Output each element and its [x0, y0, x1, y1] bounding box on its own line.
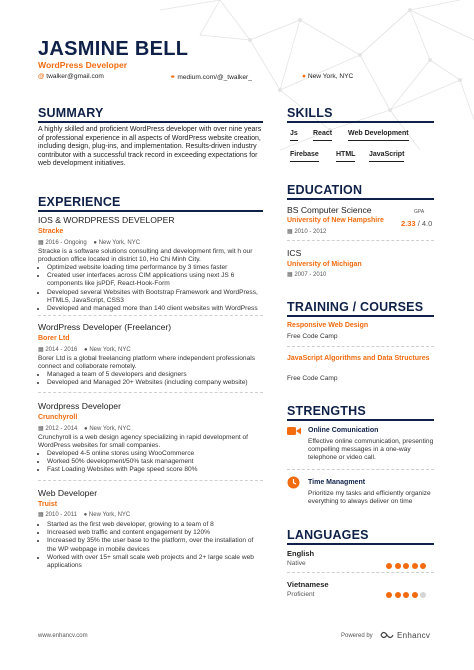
education-dates-text: 2010 - 2012 [294, 229, 327, 235]
job-description: Borer Ltd is a global freelancing platform where independent professionals connect and collaborate remotely. [38, 355, 255, 371]
job-bullets [38, 264, 263, 313]
experience-heading: EXPERIENCE [38, 195, 121, 209]
job-meta [38, 425, 131, 432]
job-dates: 2012 - 2014 [45, 426, 78, 432]
education-school: University of Michigan [287, 261, 362, 268]
education-rule [287, 198, 434, 200]
job-bullet: • Developed and Managed 20+ Websites (including company website) [47, 379, 263, 387]
course-divider [287, 346, 434, 347]
strength-divider [287, 469, 434, 470]
clock-icon [287, 476, 300, 489]
job-meta [38, 239, 140, 246]
job-bullet: • Created user interfaces across CIM applications using next JS 6 components like jsPDF, React-Hook-Form [47, 272, 263, 288]
proficiency-dot-filled [386, 592, 392, 598]
job-bullet: • Increased by 35% the user base to the platform, over the installation of the WP webpage in mobile devices [47, 537, 263, 553]
job-company: Borer Ltd [38, 335, 70, 342]
job-description: Stracke is a software solutions consulting and development firm, wit h our production office located in district 10, Ho Chi Minh City. [38, 248, 253, 264]
footer-powered-by: Powered by [341, 633, 373, 639]
experience-rule [38, 210, 263, 212]
proficiency-dot-filled [403, 592, 409, 598]
proficiency-dot-filled [412, 563, 418, 569]
language-level: Proficient [287, 591, 315, 598]
languages-rule [287, 543, 434, 545]
job-bullet: • Worked 50% development/50% task management [47, 458, 263, 466]
job-bullets [38, 521, 263, 570]
job-role: Wordpress Developer [38, 401, 121, 411]
course-provider: Free Code Camp [287, 375, 338, 382]
education-degree: BS Computer Science [287, 205, 372, 215]
skill-tag: Firebase [290, 151, 319, 162]
education-dates-text: 2007 - 2010 [294, 272, 327, 278]
course-provider: Free Code Camp [287, 333, 338, 340]
skills-heading: SKILLS [287, 106, 333, 120]
candidate-title: WordPress Developer [38, 60, 128, 70]
course-title: Responsive Web Design [287, 322, 369, 329]
job-description: Crunchyroll is a web design agency specializing in rapid development of WordPress websites for small companies. [38, 434, 249, 450]
skills-rule [287, 121, 434, 123]
candidate-name: JASMINE BELL [38, 38, 189, 60]
training-heading: TRAINING / COURSES [287, 300, 424, 314]
job-divider [38, 315, 263, 316]
video-camera-icon [287, 425, 301, 437]
skill-tag: HTML [336, 151, 355, 162]
job-bullet: • Optimized website loading time performance by 3 times faster [47, 264, 263, 272]
proficiency-dot-filled [395, 563, 401, 569]
strengths-rule [287, 419, 434, 421]
footer-website[interactable]: www.enhancv.com [38, 633, 88, 639]
email-text: twalker@gmail.com [46, 73, 104, 80]
job-company: Truist [38, 501, 58, 508]
calendar-icon: ▦ [38, 240, 44, 246]
strength-desc: Effective online communication, presenting compelling messages in a one-way telephone or video call. [308, 438, 434, 462]
summary-text: A highly skilled and proficient WordPress developer with over nine years of professional experience in all aspects of WordPress website creation, including design, plug-ins, and implementation. Results-driven industry contributor with a successful track record in exceeding expectations for web development initiatives. [38, 126, 262, 168]
strength-desc: Prioritize my tasks and efficiently organize everything to always deliver on time [308, 490, 431, 506]
location-pin-icon: ● [93, 240, 98, 246]
job-company: Crunchyroll [38, 414, 78, 421]
skill-tag: JavaScript [369, 151, 404, 162]
job-bullet: • Developed 4-5 online stores using WooCommerce [47, 450, 263, 458]
education-degree: ICS [287, 248, 302, 258]
job-meta [38, 346, 131, 353]
language-name: Vietnamese [287, 580, 329, 589]
location-pin-icon: ● [84, 347, 88, 353]
summary-rule [38, 121, 263, 123]
calendar-icon: ▦ [38, 512, 44, 518]
job-bullets [38, 371, 263, 387]
job-company: Stracke [38, 228, 64, 235]
job-role: Web Developer [38, 488, 98, 498]
job-location: New York, NYC [98, 240, 141, 246]
job-dates: 2010 - 2011 [45, 512, 77, 518]
education-heading: EDUCATION [287, 183, 363, 197]
proficiency-dot-filled [386, 563, 392, 569]
gpa-value [401, 219, 432, 228]
education-dates [287, 271, 326, 278]
skill-tag: React [313, 130, 332, 141]
proficiency-dot-filled [403, 563, 409, 569]
website-text: medium.com/@_twalker_ [177, 74, 252, 81]
job-bullet: • Managed a team of 5 developers and designers [47, 371, 263, 379]
calendar-icon: ▦ [38, 347, 44, 353]
location-pin-icon: ● [84, 426, 88, 432]
education-dates [287, 228, 326, 235]
course-title: JavaScript Algorithms and Data Structures [287, 355, 430, 362]
job-bullets [38, 450, 263, 475]
job-role: IOS & WORDPRESS DEVELOPER [38, 215, 175, 225]
job-bullet: • Started as the first web developer, growing to a team of 8 [47, 521, 263, 529]
strength-title: Online Comunication [308, 427, 379, 434]
job-divider [38, 392, 263, 393]
calendar-icon: ▦ [38, 426, 44, 432]
location-pin-icon: ● [83, 512, 88, 518]
strengths-heading: STRENGTHS [287, 404, 366, 418]
job-bullet: • Developed several Websites with Bootstrap Framework and WordPress, HTML5, JavaScript, CSS3 [47, 289, 263, 305]
calendar-icon: ▦ [287, 229, 293, 235]
gpa-label: GPA [414, 209, 425, 215]
link-icon: ⚭ [170, 74, 176, 81]
languages-heading: LANGUAGES [287, 528, 369, 542]
at-sign-icon: @ [38, 73, 45, 80]
training-rule [287, 315, 434, 317]
job-meta [38, 511, 130, 518]
gpa-score: 2.33 [401, 219, 416, 228]
job-bullet: • Worked with over 15+ small scale web projects and 2+ large scale web applications [47, 554, 263, 570]
job-dates: 2014 - 2016 [45, 347, 78, 353]
enhancv-logo-icon [380, 630, 394, 640]
job-bullet: • Fast Loading Websites with Page speed score 80% [47, 466, 263, 474]
gpa-max: / 4.0 [417, 219, 433, 228]
language-name: English [287, 549, 315, 558]
job-bullet: • Increased web traffic and content engagement by 120% [47, 529, 263, 537]
job-bullet: • Developed and managed more than 140 client websites with WordPress [47, 305, 263, 313]
email-contact[interactable] [38, 73, 104, 80]
skill-tag: Web Development [348, 130, 409, 141]
language-dots [386, 585, 429, 603]
location-contact [302, 73, 353, 80]
language-level: Native [287, 560, 306, 567]
calendar-icon: ▦ [287, 272, 293, 278]
footer-brand: Enhancv [397, 631, 431, 640]
job-dates: 2016 - Ongoing [45, 240, 87, 246]
job-location: New York, NYC [88, 512, 131, 518]
job-location: New York, NYC [89, 347, 131, 353]
language-divider [287, 572, 434, 573]
proficiency-dot-filled [420, 563, 426, 569]
summary-heading: SUMMARY [38, 106, 104, 120]
location-pin-icon: ● [302, 73, 306, 80]
location-text: New York, NYC [307, 73, 354, 80]
education-divider [287, 240, 434, 241]
proficiency-dot-filled [412, 592, 418, 598]
job-role: WordPress Developer (Freelancer) [38, 322, 172, 332]
website-contact[interactable] [170, 73, 252, 81]
proficiency-dot-filled [395, 592, 401, 598]
strength-title: Time Managment [308, 479, 366, 486]
education-school: University of New Hampshire [287, 217, 384, 224]
proficiency-dot-empty [420, 592, 426, 598]
job-divider [38, 480, 263, 481]
skill-tag: Js [290, 130, 298, 141]
job-location: New York, NYC [89, 426, 131, 432]
